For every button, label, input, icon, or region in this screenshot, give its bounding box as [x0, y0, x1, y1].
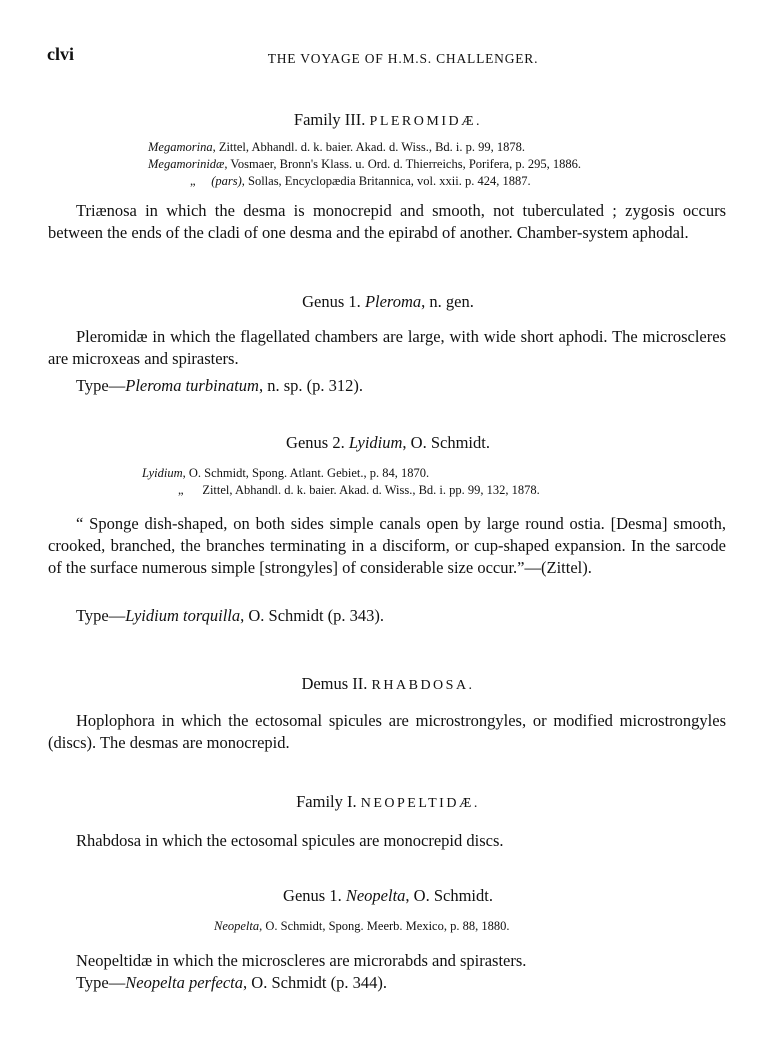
- genus-neopelta-type: [76, 973, 387, 993]
- family-i-description: [48, 830, 726, 852]
- genus-lyidium-description: [48, 513, 726, 579]
- genus-pleroma-type: [76, 376, 363, 396]
- type-prefix: Type—: [76, 606, 126, 625]
- type-species: Neopelta perfecta: [125, 973, 244, 992]
- family-iii-citation-3: [190, 174, 531, 189]
- genus-pleroma-description: [48, 326, 726, 370]
- genus-lyidium-heading: [0, 433, 776, 453]
- family-iii-citation-1: [148, 140, 525, 155]
- family-iii-name: PLEROMIDÆ.: [369, 114, 483, 129]
- genus-pleroma-heading: [0, 292, 776, 312]
- citation-text: , Vosmaer, Bronn's Klass. u. Ord. d. Thierreichs, Porifera, p. 295, 1886.: [224, 157, 581, 171]
- demus-name: RHABDOSA.: [371, 678, 475, 693]
- description-text: Rhabdosa in which the ectosomal spicules are monocrepid discs.: [76, 831, 504, 850]
- type-species: Pleroma turbinatum: [125, 376, 259, 395]
- genus-lyidium-citation-1: [142, 466, 429, 481]
- type-suffix: , O. Schmidt (p. 344).: [243, 973, 387, 992]
- family-i-heading: [0, 792, 776, 812]
- description-text: Neopeltidæ in which the microscleres are microrabds and spirasters.: [76, 951, 527, 970]
- family-iii-description: [48, 200, 726, 244]
- family-name: NEOPELTIDÆ.: [360, 796, 480, 811]
- genus-lyidium-citation-2: [178, 483, 540, 498]
- family-iii-heading: [0, 110, 776, 130]
- family-iii-label: Family III.: [293, 110, 366, 129]
- genus-name: Lyidium: [348, 433, 403, 452]
- citation-taxon: Megamorinidæ: [148, 157, 225, 171]
- demus-ii-heading: [0, 674, 776, 694]
- type-species: Lyidium torquilla: [125, 606, 241, 625]
- ditto-mark: „: [178, 483, 184, 497]
- genus-neopelta-description: [48, 950, 726, 972]
- genus-neopelta-citation-1: [214, 919, 509, 934]
- genus-name: Neopelta: [345, 886, 406, 905]
- type-suffix: , O. Schmidt (p. 343).: [240, 606, 385, 625]
- genus-suffix: , O. Schmidt.: [402, 433, 490, 452]
- citation-taxon: Neopelta: [214, 919, 260, 933]
- description-text: Pleromidæ in which the flagellated chambers are large, with wide short aphodi. The microscleres are microxeas and spirasters.: [48, 327, 726, 368]
- citation-taxon: Megamorina: [148, 140, 213, 154]
- genus-suffix: , O. Schmidt.: [405, 886, 493, 905]
- genus-label: Genus 1.: [302, 292, 361, 311]
- demus-label: Demus II.: [301, 674, 368, 693]
- description-text: “ Sponge dish-shaped, on both sides simple canals open by large round ostia. [Desma] smooth, crooked, branched, the branches terminating in a disciform, or cup-shaped expansion. In the sarcode of the surface numerous simple [strongyles] of considerable size occur.”—(Zittel).: [48, 514, 726, 577]
- genus-suffix: , n. gen.: [421, 292, 474, 311]
- citation-text: , O. Schmidt, Spong. Meerb. Mexico, p. 88, 1880.: [259, 919, 510, 933]
- description-text: Triænosa in which the desma is monocrepid and smooth, not tuberculated ; zygosis occurs between the ends of the cladi of one desma and the epirabd of another. Chamber-system aphodal.: [48, 201, 726, 242]
- genus-lyidium-type: [76, 606, 384, 626]
- demus-ii-description: [48, 710, 726, 754]
- genus-label: Genus 2.: [286, 433, 345, 452]
- type-prefix: Type—: [76, 376, 126, 395]
- citation-text: , Zittel, Abhandl. d. k. baier. Akad. d. Wiss., Bd. i. p. 99, 1878.: [212, 140, 526, 154]
- type-suffix: , n. sp. (p. 312).: [258, 376, 363, 395]
- family-label: Family I.: [296, 792, 357, 811]
- running-title: THE VOYAGE OF H.M.S. CHALLENGER.: [267, 51, 539, 66]
- citation-text: Zittel, Abhandl. d. k. baier. Akad. d. Wiss., Bd. i. pp. 99, 132, 1878.: [202, 483, 540, 497]
- type-prefix: Type—: [76, 973, 126, 992]
- citation-taxon: Lyidium: [142, 466, 183, 480]
- citation-text: , O. Schmidt, Spong. Atlant. Gebiet., p. 84, 1870.: [182, 466, 430, 480]
- page-number: clvi: [47, 44, 74, 64]
- genus-neopelta-heading: [0, 886, 776, 906]
- citation-text: , Sollas, Encyclopædia Britannica, vol. xxii. p. 424, 1887.: [241, 174, 531, 188]
- genus-label: Genus 1.: [283, 886, 342, 905]
- ditto-mark: „: [190, 174, 196, 188]
- family-iii-citation-2: [148, 157, 581, 172]
- citation-pars: (pars): [211, 174, 242, 188]
- genus-name: Pleroma: [364, 292, 422, 311]
- description-text: Hoplophora in which the ectosomal spicules are microstrongyles, or modified microstrongyles (discs). The desmas are monocrepid.: [48, 711, 726, 752]
